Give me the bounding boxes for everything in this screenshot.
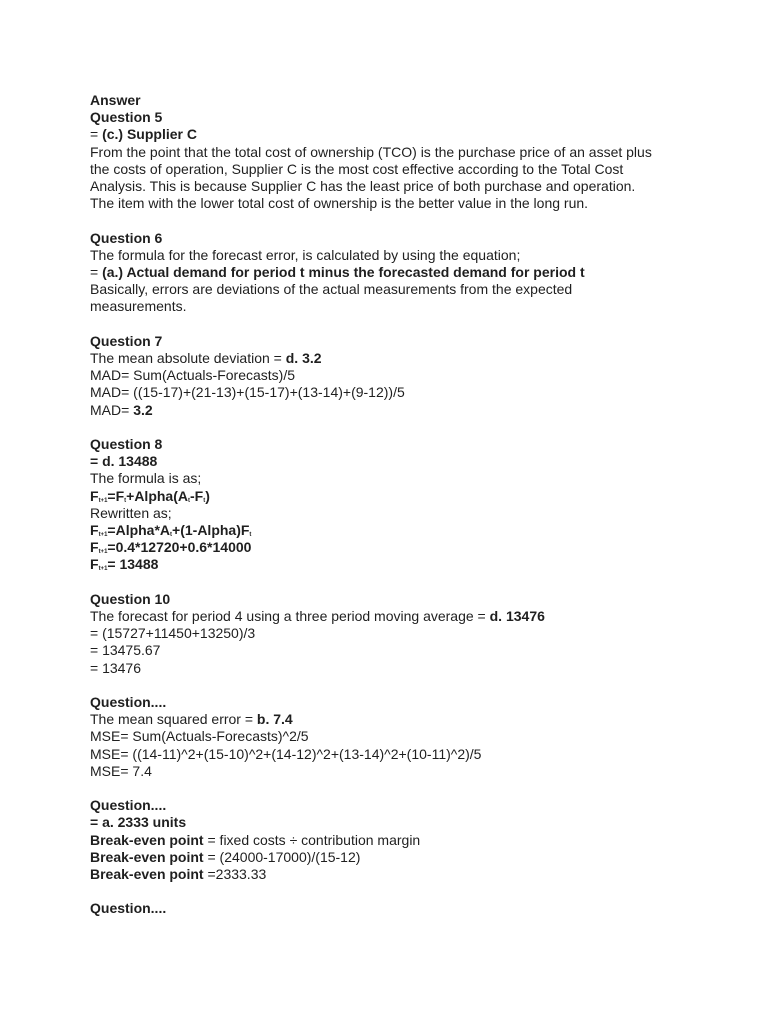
question-6-text-line: measurements.: [90, 298, 187, 315]
question-breakeven-line: Break-even point =2333.33: [90, 866, 267, 883]
question-6-answer: = (a.) Actual demand for period t minus the forecasted demand for period t: [90, 264, 585, 281]
question-mse-line: MSE= ((14-11)^2+(15-10)^2+(14-12)^2+(13-14)^2+(10-11)^2)/5: [90, 745, 482, 762]
question-5-text-line: the costs of operation, Supplier C is the most cost effective according to the Total Cost: [90, 160, 624, 177]
question-8-formula: $F_{t+1}=Alpha*A_t+(1-Alpha)F_t$: [90, 522, 252, 539]
question-5-answer: = (c.) Supplier C: [90, 126, 197, 143]
question-10-line: = (15727+11450+13250)/3: [90, 625, 256, 642]
question-8-formula: $F_{t+1}= 13488$: [90, 556, 159, 573]
question-8-title: Question 8: [90, 436, 163, 453]
question-6-text-line: Basically, errors are deviations of the actual measurements from the expected: [90, 281, 573, 298]
question-breakeven-line: Break-even point = fixed costs ÷ contribution margin: [90, 831, 421, 848]
question-7-result: MAD= 3.2: [90, 401, 153, 418]
question-10-title: Question 10: [90, 590, 171, 607]
question-5-text-line: The item with the lower total cost of ownership is the better value in the long run.: [90, 195, 589, 212]
question-mse-intro: The mean squared error = b. 7.4: [90, 711, 293, 728]
question-8-rewritten: Rewritten as;: [90, 504, 172, 521]
question-breakeven-line: Break-even point = (24000-17000)/(15-12): [90, 848, 361, 865]
question-6-title: Question 6: [90, 229, 163, 246]
question-breakeven-answer: = a. 2333 units: [90, 814, 187, 831]
question-7-title: Question 7: [90, 332, 163, 349]
question-mse-line: MSE= 7.4: [90, 762, 152, 779]
question-8-formula: $F_{t+1}=F_t+Alpha(A_t-F_t)$: [90, 487, 210, 504]
question-7-intro: The mean absolute deviation = d. 3.2: [90, 350, 322, 367]
question-10-line: = 13475.67: [90, 642, 161, 659]
question-7-line: MAD= Sum(Actuals-Forecasts)/5: [90, 367, 295, 384]
question-7-line: MAD= ((15-17)+(21-13)+(15-17)+(13-14)+(9-12))/5: [90, 384, 405, 401]
question-10-line: = 13476: [90, 659, 141, 676]
question-8-answer: = d. 13488: [90, 453, 158, 470]
question-mse-title: Question....: [90, 694, 167, 711]
question-5-title: Question 5: [90, 109, 163, 126]
question-5-text-line: Analysis. This is because Supplier C has the least price of both purchase and operation.: [90, 178, 636, 195]
question-trailing-title: Question....: [90, 900, 167, 917]
answer-heading: Answer: [90, 92, 141, 108]
question-breakeven-title: Question....: [90, 797, 167, 814]
question-mse-line: MSE= Sum(Actuals-Forecasts)^2/5: [90, 728, 309, 745]
question-10-intro: The forecast for period 4 using a three period moving average = d. 13476: [90, 608, 545, 625]
question-5-text-line: From the point that the total cost of ownership (TCO) is the purchase price of an asset plus: [90, 143, 652, 160]
question-8-intro: The formula is as;: [90, 470, 202, 487]
question-6-intro: The formula for the forecast error, is calculated by using the equation;: [90, 246, 521, 263]
document-body: [90, 92, 730, 918]
question-8-formula: $F_{t+1}=0.4*12720+0.6*14000$: [90, 539, 252, 556]
